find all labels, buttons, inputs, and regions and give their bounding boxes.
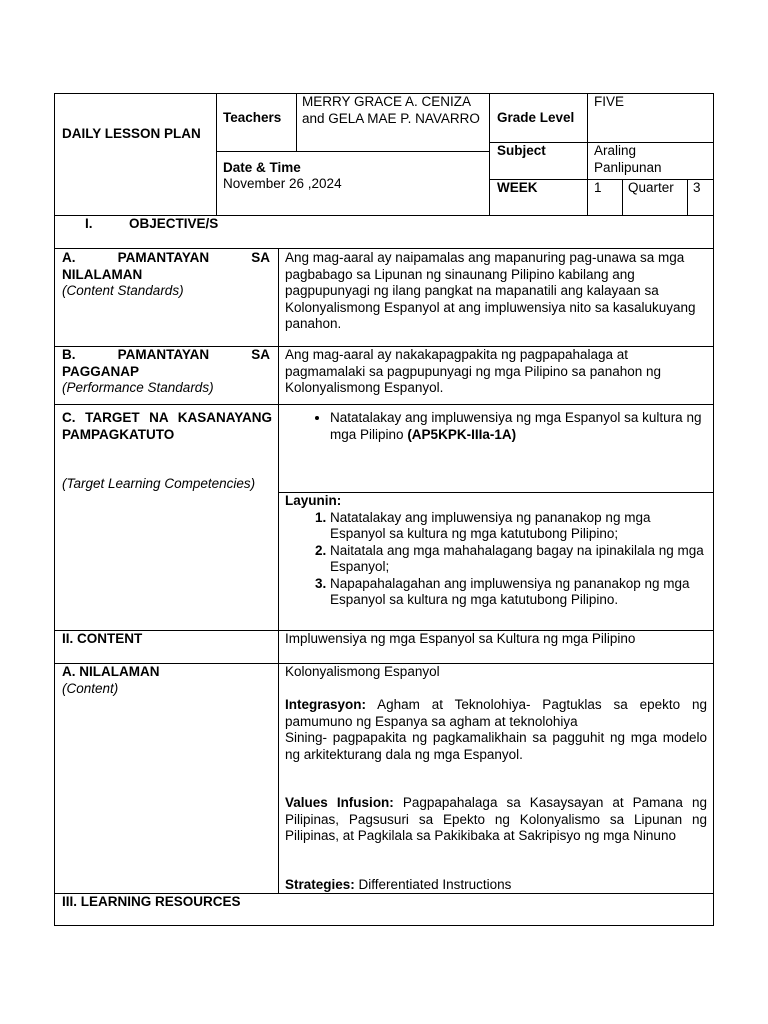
- performance-standards-text: Ang mag-aaral ay nakakapagpakita ng pagpapahalaga at pagmamalaki sa pagpupunyagi ng mga Pilipino sa panahon ng Kolonyalismong Espanyol.: [285, 347, 662, 395]
- target-competencies-english: (Target Learning Competencies): [62, 476, 256, 491]
- values-infusion-text: Pagpapahalaga sa Kasaysayan at Pamana ng Pilipinas, Pagsusuri sa Epekto ng Kolonyalismo sa Lipunan ng Pilipinas, at Pagkilala sa Pakikibaka at Sakripisyo ng mga Ninuno: [285, 795, 707, 843]
- table-border-right: [713, 93, 714, 926]
- date-time-value: November 26 ,2024: [223, 176, 342, 191]
- nilalaman-topic: Kolonyalismong Espanyol: [285, 664, 440, 679]
- layunin-list: [285, 510, 707, 609]
- table-border-left: [54, 93, 55, 926]
- integration-block: [285, 697, 707, 763]
- competency-item: • Natatalakay ang impluwensiya ng mga Espanyol sa kultura ng mga Pilipino (AP5KPK-IIIa-1A): [330, 410, 707, 443]
- table-border-bottom: [54, 925, 714, 926]
- integration-text: Agham at Teknolohiya- Pagtuklas sa epekto ng pamumuno ng Espanya sa agham at teknolohiya: [285, 697, 707, 729]
- quarter-value: 3: [693, 180, 701, 195]
- content-label: II. CONTENT: [62, 631, 143, 646]
- document-title: DAILY LESSON PLAN: [62, 126, 201, 141]
- integration-label: Integrasyon:: [285, 697, 367, 712]
- teachers-value: MERRY GRACE A. CENIZA and GELA MAE P. NAVARRO: [302, 94, 480, 126]
- layunin-item: 3. Napapahalagahan ang impluwensiya ng pananakop ng mga Espanyol sa kultura ng mga katutubong Pilipino.: [330, 576, 707, 609]
- competency-list: [285, 410, 707, 443]
- layunin-item: 1. Natatalakay ang impluwensiya ng pananakop ng mga Espanyol sa kultura ng mga katutubong Pilipino;: [330, 510, 707, 543]
- objectives-heading: OBJECTIVE/S: [129, 216, 219, 231]
- learning-resources-label: III. LEARNING RESOURCES: [62, 894, 241, 909]
- strategies-label: Strategies:: [285, 877, 355, 892]
- content-value: Impluwensiya ng mga Espanyol sa Kultura ng mga Pilipino: [285, 631, 636, 646]
- integration-text-2: Sining- pagpapakita ng pagkamalikhain sa pagguhit ng mga modelo ng arkitekturang dala ng mga Espanyol.: [285, 730, 707, 762]
- grade-level-value: FIVE: [594, 94, 625, 109]
- quarter-label: Quarter: [628, 180, 674, 195]
- strategies-block: [285, 877, 511, 894]
- objectives-number: I.: [85, 216, 93, 231]
- subject-label: Subject: [497, 143, 546, 158]
- content-standards-label: A. PAMANTAYAN SA NILALAMAN (Content Standards): [62, 250, 270, 298]
- subject-value: Araling Panlipunan: [594, 143, 662, 175]
- date-time-label: Date & Time: [223, 160, 301, 175]
- values-infusion-label: Values Infusion:: [285, 795, 394, 810]
- layunin-item: 2. Naitatala ang mga mahahalagang bagay na ipinakilala ng mga Espanyol;: [330, 543, 707, 576]
- layunin-block: [285, 493, 707, 609]
- week-label: WEEK: [497, 180, 538, 195]
- strategies-text: Differentiated Instructions: [358, 877, 512, 892]
- target-competencies-label: C. TARGET NA KASANAYANG PAMPAGKATUTO: [62, 410, 272, 442]
- teachers-label: Teachers: [223, 110, 282, 125]
- nilalaman-label: A. NILALAMAN (Content): [62, 664, 160, 696]
- competency-code: (AP5KPK-IIIa-1A): [407, 426, 517, 442]
- layunin-heading: Layunin:: [285, 493, 342, 508]
- values-infusion-block: [285, 795, 707, 845]
- week-value: 1: [594, 180, 602, 195]
- grade-level-label: Grade Level: [497, 110, 575, 125]
- content-standards-text: Ang mag-aaral ay naipamalas ang mapanuring pag-unawa sa mga pagbabago sa Lipunan ng sinaunang Pilipino kabilang ang pagpupunyagi ng ilang pangkat na mapanatili ang kalayaan sa Kolonyalismong Espanyol at ang impluwensiya nito sa kasalukuyang panahon.: [285, 250, 696, 331]
- performance-standards-label: B. PAMANTAYAN SA PAGGANAP (Performance Standards): [62, 347, 270, 395]
